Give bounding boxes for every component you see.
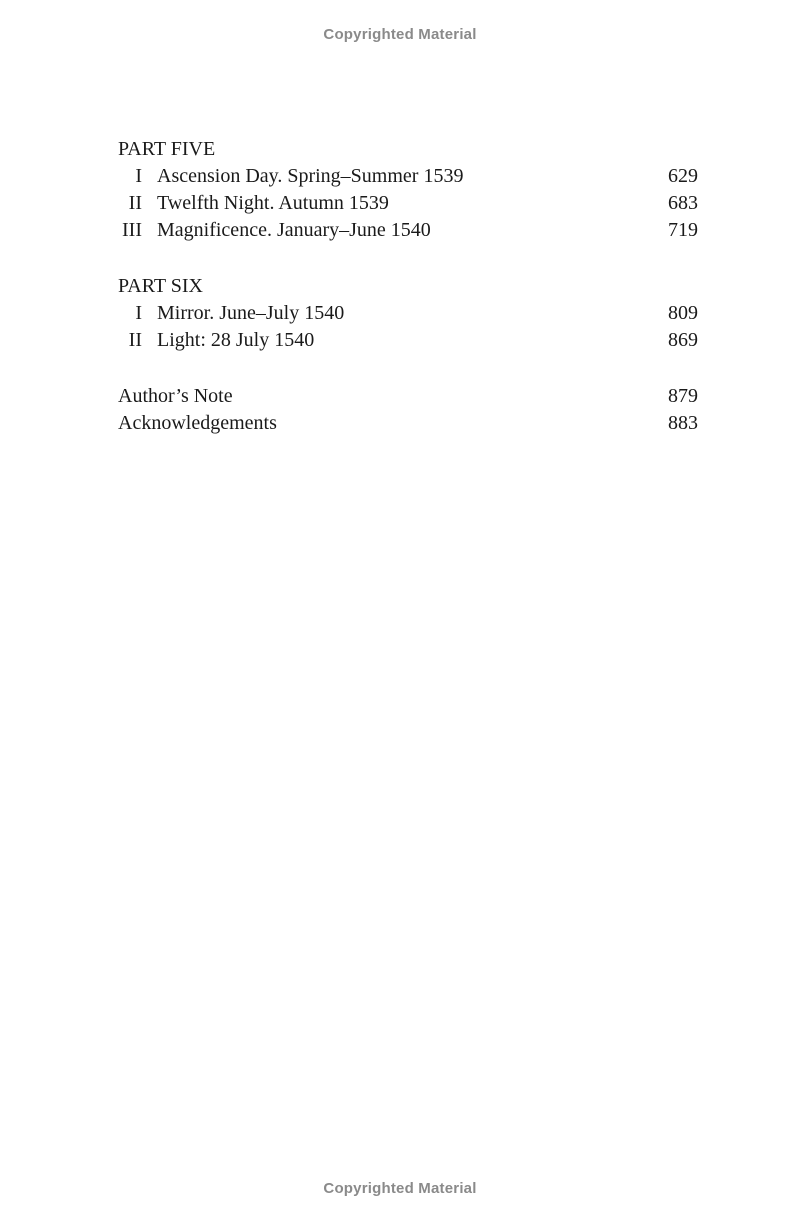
page-number: 869	[668, 329, 698, 351]
toc-entry[interactable]	[118, 327, 698, 354]
toc-entry[interactable]	[118, 190, 698, 217]
back-matter-title: Author’s Note	[118, 385, 233, 407]
copyright-watermark-top: Copyrighted Material	[323, 26, 477, 43]
toc-back-matter	[118, 383, 698, 437]
part-heading: PART SIX	[118, 275, 203, 297]
page-number: 883	[668, 412, 698, 434]
toc-entry[interactable]	[118, 410, 698, 437]
chapter-title: Magnificence. January–June 1540	[157, 219, 431, 241]
page-number: 809	[668, 302, 698, 324]
copyright-watermark-bottom: Copyrighted Material	[323, 1180, 477, 1197]
toc-entry[interactable]	[118, 383, 698, 410]
chapter-numeral: I	[135, 165, 142, 187]
toc-entry[interactable]	[118, 300, 698, 327]
chapter-numeral: II	[128, 329, 142, 351]
page-number: 719	[668, 219, 698, 241]
toc-entry[interactable]	[118, 163, 698, 190]
part-heading: PART FIVE	[118, 138, 216, 160]
page-number: 629	[668, 165, 698, 187]
page-number: 683	[668, 192, 698, 214]
back-matter-title: Acknowledgements	[118, 412, 277, 434]
chapter-title: Light: 28 July 1540	[157, 329, 315, 351]
chapter-title: Twelfth Night. Autumn 1539	[157, 192, 389, 214]
toc-entry[interactable]	[118, 217, 698, 244]
chapter-numeral: II	[128, 192, 142, 214]
toc-part-five	[118, 136, 698, 244]
chapter-title: Mirror. June–July 1540	[157, 302, 345, 324]
chapter-numeral: I	[135, 302, 142, 324]
page-number: 879	[668, 385, 698, 407]
chapter-title: Ascension Day. Spring–Summer 1539	[157, 165, 464, 187]
chapter-numeral: III	[122, 219, 142, 241]
toc-part-six	[118, 273, 698, 354]
